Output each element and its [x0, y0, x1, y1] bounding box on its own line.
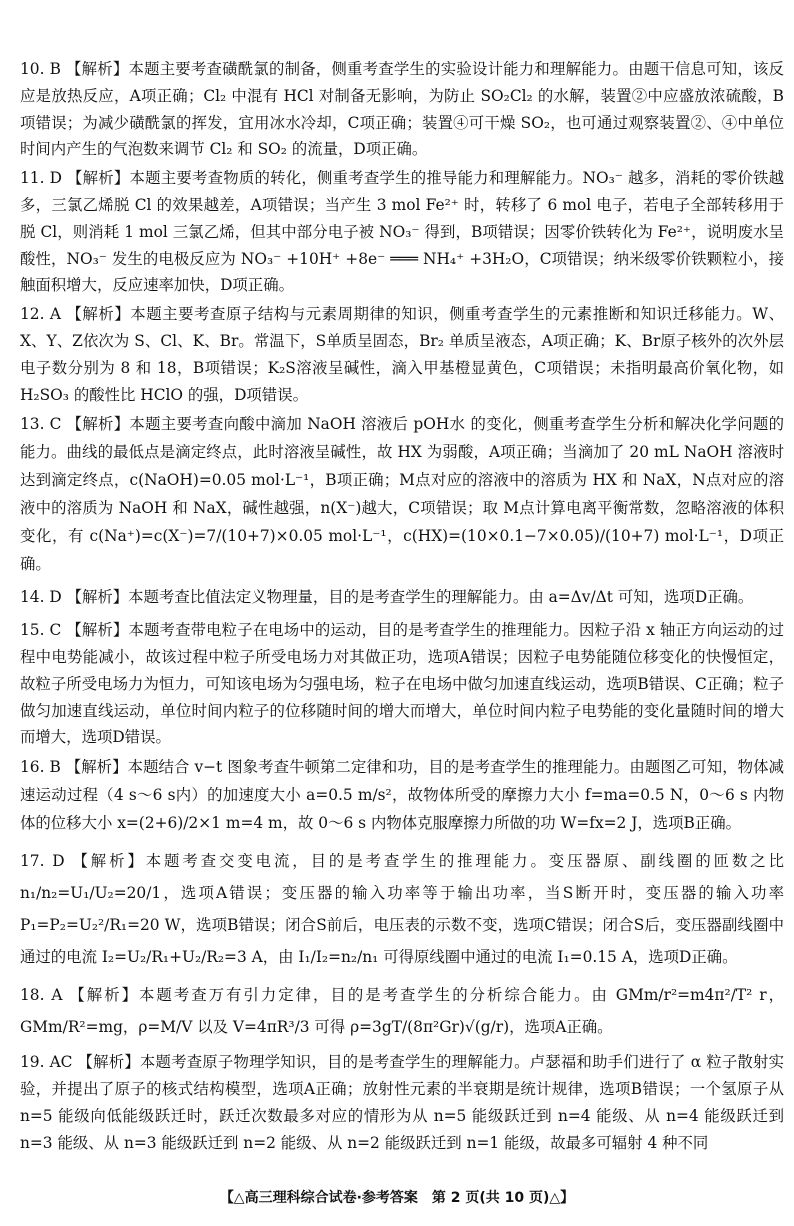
answer-item-14: 14. D 【解析】本题考查比值法定义物理量，目的是考查学生的理解能力。由 a=Δv/Δt 可知，选项D正确。 [20, 588, 754, 607]
answer-item-12: 12. A 【解析】本题主要考查原子结构与元素周期律的知识，侧重考查学生的元素推断和知识迁移能力。W、X、Y、Z依次为 S、Cl、K、Br。常温下，S单质呈固态，Br₂ 单质呈液态，A项正确；K、Br原子核外的次外层电子数分别为 8 和 18，B项错误；K₂S溶液呈碱性，滴入甲基橙显黄色，C项错误；未指明最高价氧化物，如 H₂SO₃ 的酸性比 HClO 的强，D项错误。 [20, 305, 784, 404]
answer-item-11: 11. D 【解析】本题主要考查物质的转化，侧重考查学生的推导能力和理解能力。NO₃⁻ 越多，消耗的零价铁越多，三氯乙烯脱 Cl 的效果越差，A项错误；当产生 3 mol Fe²⁺ 时，转移了 6 mol 电子，若电子全部转移用于脱 Cl，则消耗 1 mol 三氯乙烯，但其中部分电子被 NO₃⁻ 得到，B项错误；因零价铁转化为 Fe²⁺，说明废水呈酸性，NO₃⁻ 发生的电极反应为 NO₃⁻ +10H⁺ +8e⁻ ═══ NH₄⁺ +3H₂O，C项错误；纳米级零价铁颗粒小，接触面积增大，反应速率加快，D项正确。 [20, 169, 784, 295]
answer-item-18: 18. A 【解析】本题考查万有引力定律，目的是考查学生的分析综合能力。由 GMm/r²=m4π²/T² r，GMm/R²=mg，ρ=M/V 以及 V=4πR³/3 可得 ρ=3gT/(8π²Gr)√(g/r)，选项A正确。 [20, 986, 784, 1037]
answer-item-10: 10. B 【解析】本题主要考查磺酰氯的制备，侧重考查学生的实验设计能力和理解能力。由题干信息可知，该反应是放热反应，A项正确；Cl₂ 中混有 HCl 对制备无影响，为防止 SO₂Cl₂ 的水解，装置②中应盛放浓硫酸，B项错误；为减少磺酰氯的挥发，宜用冰水冷却，C项正确；装置④可干燥 SO₂，也可通过观察装置②、④中单位时间内产生的气泡数来调节 Cl₂ 和 SO₂ 的流量，D项正确。 [20, 60, 784, 159]
answer-item-15: 15. C 【解析】本题考查带电粒子在电场中的运动，目的是考查学生的推理能力。因粒子沿 x 轴正方向运动的过程中电势能减小，故该过程中粒子所受电场力对其做正功，选项A错误；因粒子电势能随位移变化的快慢恒定，故粒子所受电场力为恒力，可知该电场为匀强电场，粒子在电场中做匀加速直线运动，选项B错误、C正确；粒子做匀加速直线运动，单位时间内粒子的位移随时间的增大而增大，单位时间内粒子电势能的变化量随时间的增大而增大，选项D错误。 [20, 621, 784, 747]
answer-item-16: 16. B 【解析】本题结合 v−t 图象考查牛顿第二定律和功，目的是考查学生的推理能力。由题图乙可知，物体减速运动过程（4 s～6 s内）的加速度大小 a=0.5 m/s²，故物体所受的摩擦力大小 f=ma=0.5 N，0～6 s 内物体的位移大小 x=(2+6)/2×1 m=4 m，故 0～6 s 内物体克服摩擦力所做的功 W=fx=2 J，选项B正确。 [20, 758, 784, 833]
page-footer: 【△高三理科综合试卷·参考答案 第 2 页(共 10 页)△】 [219, 1190, 575, 1206]
answer-item-17: 17. D 【解析】本题考查交变电流，目的是考查学生的推理能力。变压器原、副线圈的匝数之比 n₁/n₂=U₁/U₂=20/1，选项A错误；变压器的输入功率等于输出功率，当S断开时，变压器的输入功率 P₁=P₂=U₂²/R₁=20 W，选项B错误；闭合S前后，电压表的示数不变，选项C错误；闭合S后，变压器副线圈中通过的电流 I₂=U₂/R₁+U₂/R₂=3 A，由 I₁/I₂=n₂/n₁ 可得原线圈中通过的电流 I₁=0.15 A，选项D正确。 [20, 852, 784, 967]
answer-page [20, 56, 784, 1156]
answer-item-19: 19. AC 【解析】本题考查原子物理学知识，目的是考查学生的理解能力。卢瑟福和助手们进行了 α 粒子散射实验，并提出了原子的核式结构模型，选项A正确；放射性元素的半衰期是统计规律，选项B错误；一个氢原子从 n=5 能级向低能级跃迁时，跃迁次数最多对应的情形为从 n=5 能级跃迁到 n=4 能级、从 n=4 能级跃迁到 n=3 能级、从 n=3 能级跃迁到 n=2 能级、从 n=2 能级跃迁到 n=1 能级，故最多可辐射 4 种不同 [20, 1053, 784, 1152]
answer-item-13: 13. C 【解析】本题主要考查向酸中滴加 NaOH 溶液后 pOH水 的变化，侧重考查学生分析和解决化学问题的能力。曲线的最低点是滴定终点，此时溶液呈碱性，故 HX 为弱酸，A项正确；当滴加了 20 mL NaOH 溶液时达到滴定终点，c(NaOH)=0.05 mol·L⁻¹，B项正确；M点对应的溶液中的溶质为 HX 和 NaX，N点对应的溶液中的溶质为 NaOH 和 NaX，碱性越强，n(X⁻)越大，C项错误；取 M点计算电离平衡常数，忽略溶液的体积变化，有 c(Na⁺)=c(X⁻)=7/(10+7)×0.05 mol·L⁻¹，c(HX)=(10×0.1−7×0.05)/(10+7) mol·L⁻¹，D项正确。 [20, 415, 784, 574]
